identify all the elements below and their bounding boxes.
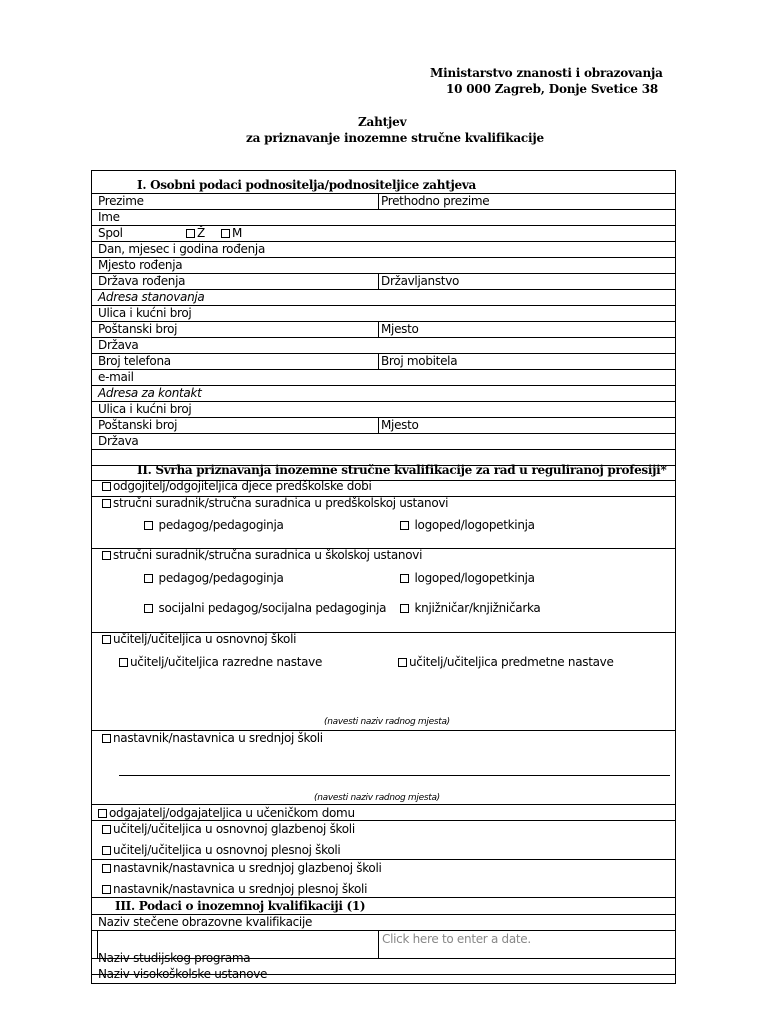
mobitel-label[interactable]: Broj mobitela	[381, 354, 458, 368]
datum-rodjenja-label[interactable]: Dan, mjesec i godina rođenja	[98, 242, 266, 256]
razredna-checkbox[interactable]	[119, 658, 128, 667]
drzava-rodjenja-label[interactable]: Država rođenja	[98, 274, 186, 288]
spol-label: Spol	[98, 226, 123, 240]
suradnik-predskolska-option[interactable]	[102, 496, 448, 510]
telefon-label[interactable]: Broj telefona	[98, 354, 171, 368]
ucitelj-osnovna-option[interactable]	[102, 632, 296, 646]
plesna-osnovna-checkbox[interactable]	[102, 846, 111, 855]
odgajatelj-dom-option[interactable]	[98, 806, 355, 820]
pedagog-checkbox-1[interactable]	[144, 521, 153, 530]
plesna-osnovna-option[interactable]	[102, 843, 340, 857]
glazbena-srednja-label: nastavnik/nastavnica u srednjoj glazbenoj školi	[113, 861, 382, 875]
ucitelj-osnovna-label: učitelj/učiteljica u osnovnoj školi	[113, 632, 297, 646]
section-3-title: III. Podaci o inozemnoj kvalifikaciji (1)	[115, 899, 366, 913]
logoped-checkbox-1[interactable]	[400, 521, 409, 530]
section-2-title: II. Svrha priznavanja inozemne stručne kvalifikacije za rad u reguliranoj profesiji*	[137, 463, 667, 477]
logoped-option-1[interactable]	[400, 518, 535, 532]
spol-z-option[interactable]	[186, 226, 205, 240]
plesna-srednja-option[interactable]	[102, 882, 367, 896]
knjiznicar-checkbox[interactable]	[400, 604, 409, 613]
odgojitelj-checkbox[interactable]	[102, 482, 111, 491]
knjiznicar-option[interactable]	[400, 601, 540, 615]
suradnik-skolska-checkbox[interactable]	[102, 551, 111, 560]
nastavnik-srednja-checkbox[interactable]	[102, 734, 111, 743]
razredna-option[interactable]	[119, 655, 322, 669]
ucitelj-osnovna-checkbox[interactable]	[102, 635, 111, 644]
mjesto-rodjenja-label[interactable]: Mjesto rođenja	[98, 258, 183, 272]
adresa-kontakt-label: Adresa za kontakt	[98, 386, 202, 400]
predmetna-option[interactable]	[398, 655, 614, 669]
email-label[interactable]: e-mail	[98, 370, 134, 384]
predmetna-label: učitelj/učiteljica predmetne nastave	[409, 655, 614, 669]
mjesto-label-2[interactable]: Mjesto	[381, 418, 419, 432]
spol-m-checkbox[interactable]	[221, 229, 230, 238]
spol-z-checkbox[interactable]	[186, 229, 195, 238]
spol-m-label: M	[232, 226, 243, 240]
plesna-osnovna-label: učitelj/učiteljica u osnovnoj plesnoj školi	[113, 843, 341, 857]
nastavnik-srednja-option[interactable]	[102, 731, 323, 745]
drzava-label-2[interactable]: Država	[98, 434, 139, 448]
radno-mjesto-line[interactable]	[119, 775, 670, 776]
odgajatelj-dom-checkbox[interactable]	[98, 809, 107, 818]
navesti-hint-2: (navesti naziv radnog mjesta)	[314, 793, 440, 803]
odgojitelj-label: odgojitelj/odgojiteljica djece predškolske dobi	[113, 479, 372, 493]
prethodno-prezime-label[interactable]: Prethodno prezime	[381, 194, 490, 208]
glazbena-srednja-checkbox[interactable]	[102, 864, 111, 873]
knjiznicar-label: knjižničar/knjižničarka	[414, 601, 541, 615]
postanski-label-1[interactable]: Poštanski broj	[98, 322, 178, 336]
socijalni-option[interactable]	[144, 601, 386, 615]
suradnik-skolska-label: stručni suradnik/stručna suradnica u školskoj ustanovi	[113, 548, 423, 562]
logoped-checkbox-2[interactable]	[400, 574, 409, 583]
postanski-label-2[interactable]: Poštanski broj	[98, 418, 178, 432]
nastavnik-srednja-label: nastavnik/nastavnica u srednjoj školi	[113, 731, 323, 745]
adresa-stanovanja-label: Adresa stanovanja	[98, 290, 205, 304]
logoped-label-2: logoped/logopetkinja	[414, 571, 535, 585]
studijski-program-label[interactable]: Naziv studijskog programa	[98, 951, 251, 965]
date-picker-field[interactable]: Click here to enter a date.	[382, 932, 531, 946]
suradnik-predskolska-checkbox[interactable]	[102, 499, 111, 508]
visokoskolska-label[interactable]: Naziv visokoškolske ustanove	[98, 967, 268, 981]
odgojitelj-option[interactable]	[102, 479, 371, 493]
ulica-label-1[interactable]: Ulica i kućni broj	[98, 306, 192, 320]
ulica-label-2[interactable]: Ulica i kućni broj	[98, 402, 192, 416]
form-subtitle: za priznavanje inozemne stručne kvalifikacije	[246, 131, 544, 145]
drzava-label-1[interactable]: Država	[98, 338, 139, 352]
predmetna-checkbox[interactable]	[398, 658, 407, 667]
pedagog-label-2: pedagog/pedagoginja	[158, 571, 284, 585]
logoped-label-1: logoped/logopetkinja	[414, 518, 535, 532]
glazbena-osnovna-option[interactable]	[102, 822, 355, 836]
glazbena-osnovna-label: učitelj/učiteljica u osnovnoj glazbenoj školi	[113, 822, 355, 836]
glazbena-osnovna-checkbox[interactable]	[102, 825, 111, 834]
pedagog-label-1: pedagog/pedagoginja	[158, 518, 284, 532]
ime-label[interactable]: Ime	[98, 210, 120, 224]
form-title: Zahtjev	[358, 115, 407, 129]
prezime-label[interactable]: Prezime	[98, 194, 144, 208]
suradnik-predskolska-label: stručni suradnik/stručna suradnica u predškolskoj ustanovi	[113, 496, 449, 510]
suradnik-skolska-option[interactable]	[102, 548, 422, 562]
mjesto-label-1[interactable]: Mjesto	[381, 322, 419, 336]
logoped-option-2[interactable]	[400, 571, 535, 585]
institution-address: 10 000 Zagreb, Donje Svetice 38	[446, 82, 659, 96]
naziv-kvalifikacije-label[interactable]: Naziv stečene obrazovne kvalifikacije	[98, 915, 313, 929]
drzavljanstvo-label[interactable]: Državljanstvo	[381, 274, 460, 288]
spol-z-label: Ž	[197, 226, 205, 240]
navesti-hint-1: (navesti naziv radnog mjesta)	[324, 717, 450, 727]
odgajatelj-dom-label: odgajatelj/odgajateljica u učeničkom domu	[109, 806, 355, 820]
institution-name: Ministarstvo znanosti i obrazovanja	[430, 66, 663, 80]
glazbena-srednja-option[interactable]	[102, 861, 382, 875]
spol-m-option[interactable]	[221, 226, 242, 240]
pedagog-option-1[interactable]	[144, 518, 284, 532]
pedagog-option-2[interactable]	[144, 571, 284, 585]
pedagog-checkbox-2[interactable]	[144, 574, 153, 583]
socijalni-checkbox[interactable]	[144, 604, 153, 613]
section-1-title: I. Osobni podaci podnositelja/podnositeljice zahtjeva	[137, 178, 476, 192]
socijalni-label: socijalni pedagog/socijalna pedagoginja	[158, 601, 387, 615]
plesna-srednja-label: nastavnik/nastavnica u srednjoj plesnoj školi	[113, 882, 368, 896]
plesna-srednja-checkbox[interactable]	[102, 885, 111, 894]
razredna-label: učitelj/učiteljica razredne nastave	[130, 655, 323, 669]
